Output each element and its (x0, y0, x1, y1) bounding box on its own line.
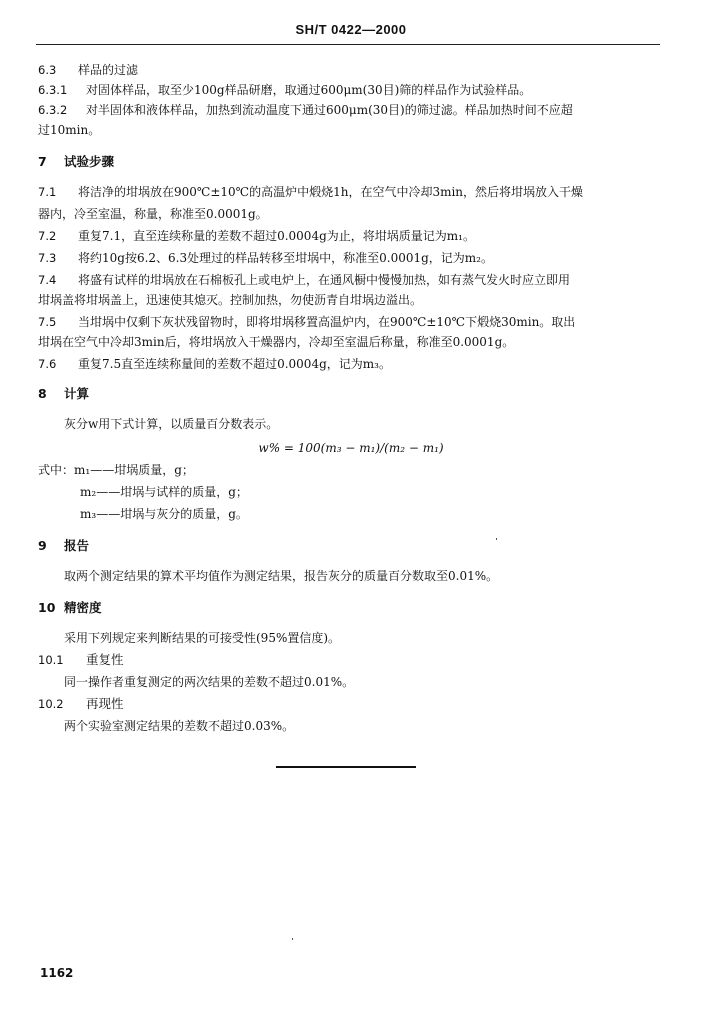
clause-number: 6.3 (38, 63, 57, 77)
section-title: 计算 (64, 386, 90, 401)
end-of-standard-rule (276, 766, 416, 768)
clause-text: 将盛有试样的坩埚放在石棉板孔上或电炉上，在通风橱中慢慢加热，如有蒸气发火时应立即用 (78, 273, 571, 287)
clause-7-1 (38, 182, 664, 202)
section-9-heading (38, 536, 664, 556)
clause-7-1-cont: 器内，冷至室温，称量，称准至0.0001g。 (38, 207, 268, 221)
scan-speck (496, 538, 497, 540)
section-title: 报告 (64, 538, 90, 553)
page-number: 1162 (40, 966, 74, 980)
calc-intro: 灰分w用下式计算，以质量百分数表示。 (64, 417, 279, 431)
section-7-heading (38, 152, 664, 172)
clause-10-2 (38, 694, 664, 714)
clause-text: 对固体样品，取至少100g样品研磨，取通过600μm(30目)筛的样品作为试验样品。 (86, 83, 532, 97)
clause-number: 7.5 (38, 315, 57, 329)
clause-10-1 (38, 650, 664, 670)
clause-7-5 (38, 312, 664, 332)
section-10-heading (38, 598, 664, 618)
section-number: 10 (38, 600, 56, 615)
clause-title: 重复性 (86, 652, 124, 667)
clause-number: 7.4 (38, 273, 57, 287)
clause-number: 7.2 (38, 229, 57, 243)
clause-title: 再现性 (86, 696, 124, 711)
precision-intro: 采用下列规定来判断结果的可接受性(95%置信度)。 (64, 631, 341, 645)
clause-6-3-1 (38, 80, 664, 100)
clause-number: 6.3.1 (38, 83, 68, 97)
clause-number: 10.1 (38, 653, 64, 667)
variable-definition: m₁——坩埚质量，g； (74, 463, 194, 477)
section-6-3 (38, 60, 664, 80)
clause-number: 10.2 (38, 697, 64, 711)
clause-text: 将洁净的坩埚放在900℃±10℃的高温炉中煅烧1h，在空气中冷却3min，然后将坩埚放入干燥 (78, 185, 584, 199)
clause-text: 重复7.1，直至连续称量的差数不超过0.0004g为止，将坩埚质量记为m₁。 (78, 229, 475, 243)
clause-6-3-2 (38, 100, 664, 120)
clause-7-6 (38, 354, 664, 374)
section-number: 9 (38, 538, 47, 553)
where-label: 式中： (38, 463, 75, 477)
section-title: 精密度 (64, 600, 102, 615)
where-m3: m₃——坩埚与灰分的质量，g。 (80, 507, 248, 521)
clause-6-3-2-cont: 过10min。 (38, 123, 101, 137)
header-rule (36, 44, 660, 45)
clause-7-3 (38, 248, 664, 268)
clause-text: 当坩埚中仅剩下灰状残留物时，即将坩埚移置高温炉内，在900℃±10℃下煅烧30min。取出 (78, 315, 576, 329)
repeatability-body: 同一操作者重复测定的两次结果的差数不超过0.01%。 (64, 675, 355, 689)
clause-text: 将约10g按6.2、6.3处理过的样品转移至坩埚中，称准至0.0001g，记为m₂。 (78, 251, 493, 265)
section-number: 8 (38, 386, 47, 401)
clause-number: 6.3.2 (38, 103, 68, 117)
clause-7-4-cont: 坩埚盖将坩埚盖上，迅速使其熄灭。控制加热，勿使沥青自坩埚边溢出。 (38, 293, 423, 307)
clause-7-4 (38, 270, 664, 290)
report-body: 取两个测定结果的算术平均值作为测定结果，报告灰分的质量百分数取至0.01%。 (64, 569, 499, 583)
section-title: 试验步骤 (64, 154, 115, 169)
scan-speck (292, 938, 293, 940)
section-8-heading (38, 384, 664, 404)
clause-text: 对半固体和液体样品，加热到流动温度下通过600μm(30目)的筛过滤。样品加热时间不应超 (86, 103, 573, 117)
ash-formula: w% = 100(m₃ − m₁)/(m₂ − m₁) (258, 441, 444, 455)
standard-code-header: SH/T 0422—2000 (295, 22, 407, 37)
clause-7-5-cont: 坩埚在空气中冷却3min后，将坩埚放入干燥器内，冷却至室温后称量，称准至0.0001g。 (38, 335, 515, 349)
reproducibility-body: 两个实验室测定结果的差数不超过0.03%。 (64, 719, 295, 733)
clause-number: 7.6 (38, 357, 57, 371)
section-number: 7 (38, 154, 47, 169)
clause-number: 7.3 (38, 251, 57, 265)
clause-title: 样品的过滤 (78, 63, 139, 77)
where-m1 (38, 460, 664, 480)
where-m2: m₂——坩埚与试样的质量，g； (80, 485, 248, 499)
clause-7-2 (38, 226, 664, 246)
clause-text: 重复7.5直至连续称量间的差数不超过0.0004g，记为m₃。 (78, 357, 391, 371)
clause-number: 7.1 (38, 185, 57, 199)
